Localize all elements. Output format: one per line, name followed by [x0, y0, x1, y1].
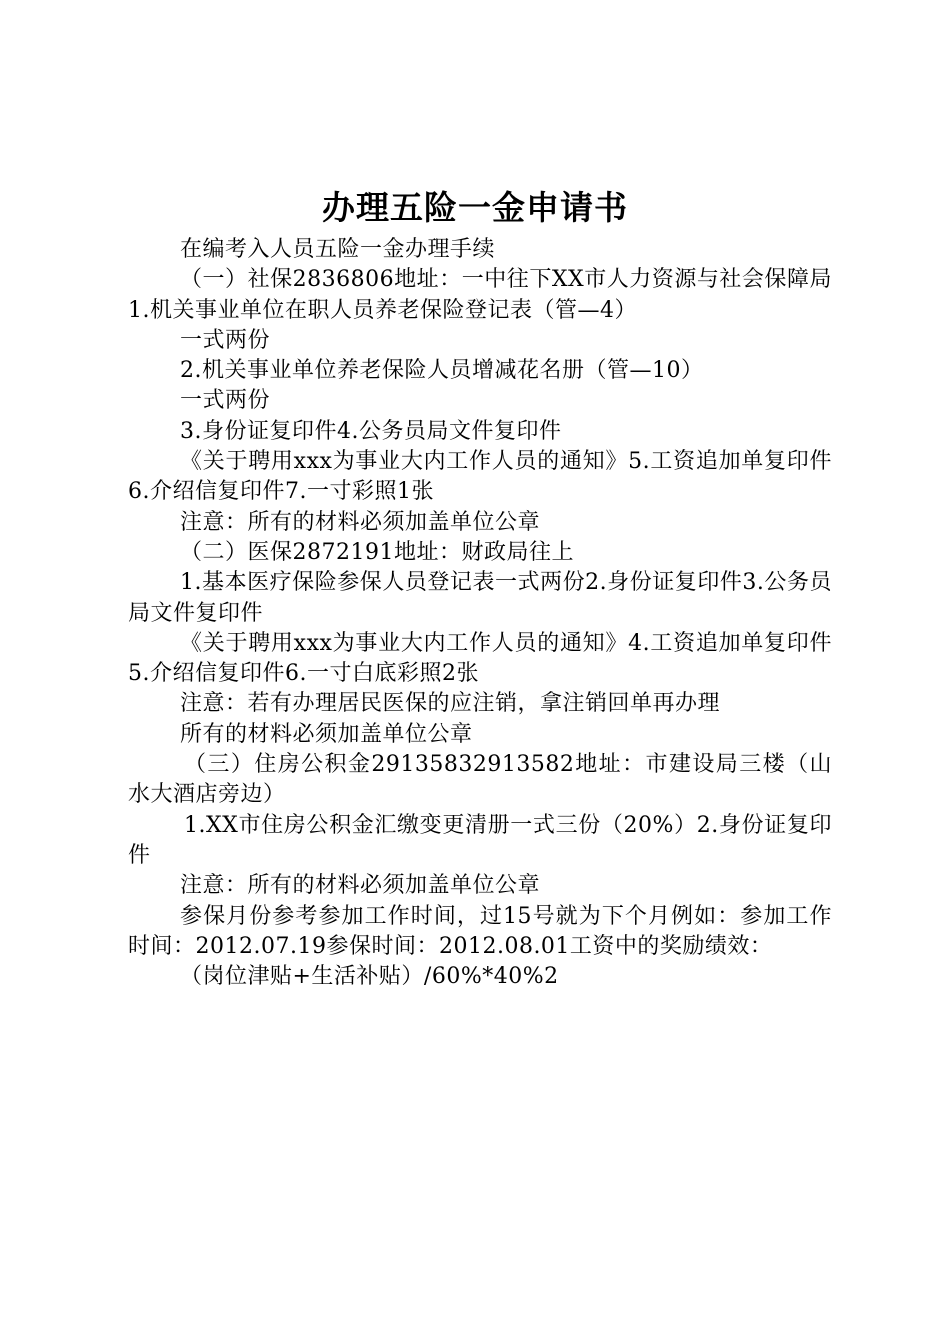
paragraph-note: 所有的材料必须加盖单位公章 [180, 721, 473, 747]
paragraph-housing-fund: （三）住房公积金29135832913582地址：市建设局三楼（山水大酒店旁边） [128, 752, 832, 808]
paragraph-copies: 一式两份 [180, 388, 271, 414]
paragraph-item: 《关于聘用xxx为事业大内工作人员的通知》5.工资追加单复印件6.介绍信复印件7.一寸彩照1张 [128, 449, 832, 505]
paragraph-copies: 一式两份 [180, 327, 271, 353]
paragraph-medical-insurance: （二）医保2872191地址：财政局往上 [180, 539, 574, 565]
paragraph-item: 2.机关事业单位养老保险人员增减花名册（管—10） [180, 358, 704, 384]
paragraph-note: 注意：所有的材料必须加盖单位公章 [180, 509, 541, 535]
paragraph-note: 注意：所有的材料必须加盖单位公章 [180, 873, 541, 899]
document-body [128, 235, 832, 992]
paragraph-item: 1.基本医疗保险参保人员登记表一式两份2.身份证复印件3.公务员局文件复印件 [128, 570, 832, 626]
document-title: 办理五险一金申请书 [322, 188, 628, 227]
paragraph-item: 1.XX市住房公积金汇缴变更清册一式三份（20%）2.身份证复印件 [128, 812, 832, 868]
paragraph-enrollment-month: 参保月份参考参加工作时间，过15号就为下个月例如：参加工作时间：2012.07.19参保时间：2012.08.01工资中的奖励绩效： [128, 903, 832, 959]
paragraph-item: 《关于聘用xxx为事业大内工作人员的通知》4.工资追加单复印件5.介绍信复印件6.一寸白底彩照2张 [128, 630, 832, 687]
paragraph-note: 注意：若有办理居民医保的应注销，拿注销回单再办理 [180, 691, 721, 717]
paragraph-social-insurance: （一）社保2836806地址：一中往下XX市人力资源与社会保障局1.机关事业单位在职人员养老保险登记表（管—4） [128, 267, 832, 323]
paragraph-item: 3.身份证复印件4.公务员局文件复印件 [180, 418, 562, 444]
paragraph-formula: （岗位津贴+生活补贴）/60%*40%2 [180, 964, 559, 990]
paragraph-intro: 在编考入人员五险一金办理手续 [180, 237, 496, 262]
